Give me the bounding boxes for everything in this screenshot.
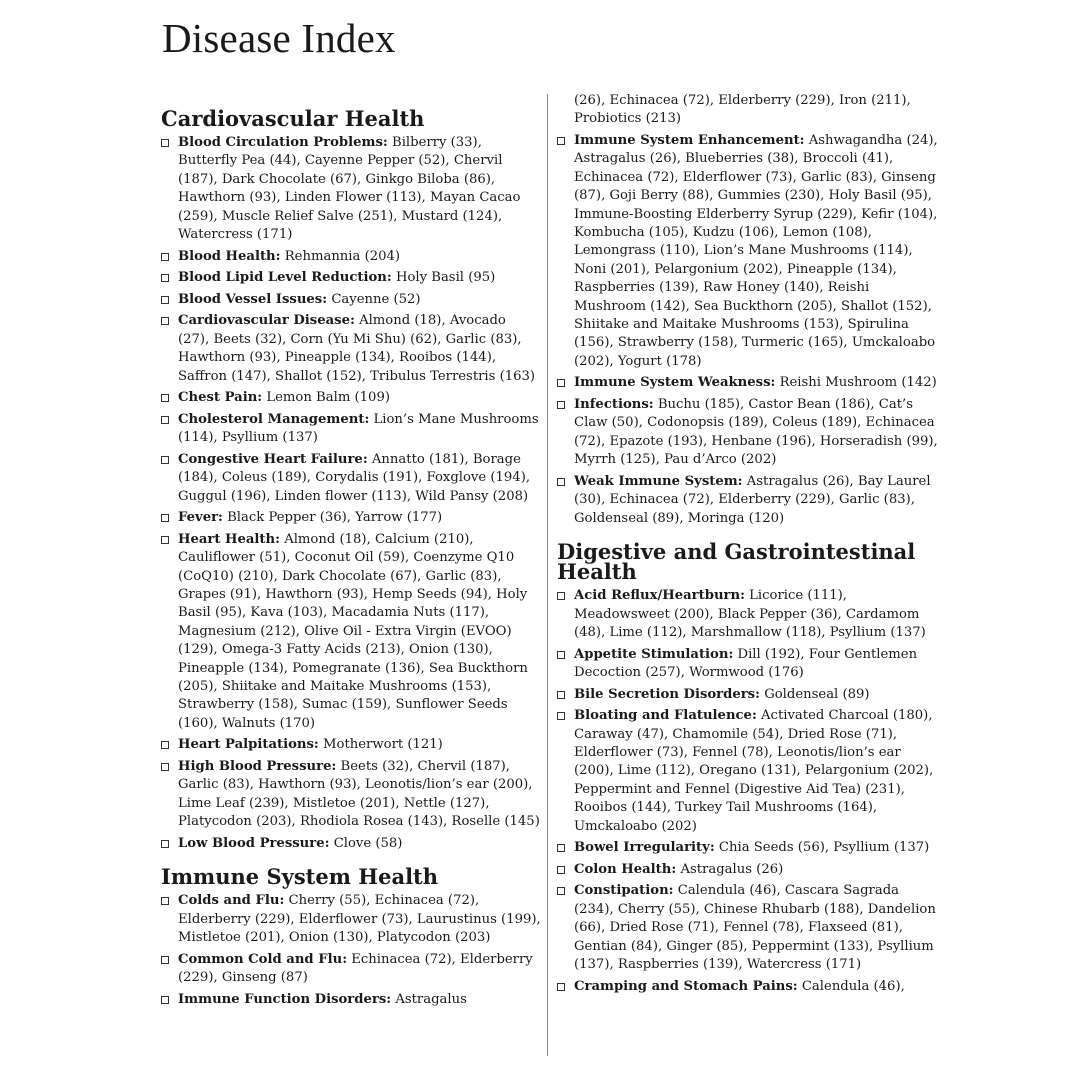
entry-references: Annatto (181), Borage (184), Coleus (189), Corydalis (191), Foxglove (194), Guggul (196), Linden flower (113), Wild Pansy (208) xyxy=(178,451,531,504)
entry-term: Blood Vessel Issues: xyxy=(178,291,328,307)
entry-term: Bile Secretion Disorders: xyxy=(574,686,760,702)
left-column xyxy=(161,92,541,1012)
entry-references: Ashwagandha (24), Astragalus (26), Blueberries (38), Broccoli (41), Echinacea (72), Elderflower (73), Garlic (83), Ginseng (87), Goji Berry (88), Gummies (230), Holy Basil (95), Immune-Boosting Elderberry Syrup (229), Kefir (104), Kombucha (105), Kudzu (106), Lemon (108), Lemongrass (110), Lion’s Mane Mushrooms (114), Noni (201), Pelargonium (202), Pineapple (134), Raspberries (139), Raw Honey (140), Reishi Mushroom (142), Sea Buckthorn (205), Shallot (152), Shiitake and Maitake Mushrooms (153), Spirulina (156), Strawberry (158), Turmeric (165), Umckaloabo (202), Yogurt (178) xyxy=(574,133,938,369)
checkbox-bullet-icon xyxy=(161,514,169,522)
entry-references: Bilberry (33), Butterfly Pea (44), Cayenne Pepper (52), Chervil (187), Dark Chocolate (67), Ginkgo Biloba (86), Hawthorn (93), Linden Flower (113), Mayan Cacao (259), Muscle Relief Salve (251), Mustard (124), Watercress (171) xyxy=(178,135,521,243)
index-entry xyxy=(161,531,541,733)
entry-term: Chest Pain: xyxy=(178,390,263,406)
index-entry xyxy=(557,587,942,642)
index-entry xyxy=(557,978,942,996)
section-heading: Immune System Health xyxy=(161,864,439,890)
checkbox-bullet-icon xyxy=(557,712,565,720)
index-entry xyxy=(557,473,942,528)
checkbox-bullet-icon xyxy=(161,317,169,325)
entry-references: Astragalus xyxy=(395,991,467,1007)
checkbox-bullet-icon xyxy=(161,416,169,424)
entry-term: Congestive Heart Failure: xyxy=(178,451,368,467)
index-entry xyxy=(161,951,541,988)
index-entry xyxy=(161,269,541,287)
entry-term: Blood Lipid Level Reduction: xyxy=(178,270,392,286)
index-entry xyxy=(557,646,942,683)
index-entry xyxy=(161,389,541,407)
entry-term: Cramping and Stomach Pains: xyxy=(574,978,798,994)
entry-term: Low Blood Pressure: xyxy=(178,835,330,851)
entry-references: Goldenseal (89) xyxy=(764,686,870,702)
checkbox-bullet-icon xyxy=(161,741,169,749)
entry-references: Cayenne (52) xyxy=(331,291,421,307)
entry-references: Rehmannia (204) xyxy=(284,248,401,264)
checkbox-bullet-icon xyxy=(161,840,169,848)
entry-references: Astragalus (26) xyxy=(680,861,784,877)
section-heading: Cardiovascular Health xyxy=(161,106,425,131)
entry-references: Calendula (46), xyxy=(801,978,905,994)
index-entry xyxy=(161,736,541,754)
index-entry xyxy=(161,509,541,527)
checkbox-bullet-icon xyxy=(557,983,565,991)
entry-term: Infections: xyxy=(574,397,654,413)
section-heading: Digestive and Gastrointestinal Health xyxy=(557,539,916,585)
entry-term: Immune System Weakness: xyxy=(574,375,776,391)
checkbox-bullet-icon xyxy=(557,592,565,600)
entry-term: Acid Reflux/Heartburn: xyxy=(574,588,745,604)
entry-references: Almond (18), Avocado (27), Beets (32), Corn (Yu Mi Shu) (62), Garlic (83), Hawthorn (93), Pineapple (134), Rooibos (144), Saffron (147), Shallot (152), Tribulus Terrestris (163) xyxy=(178,313,536,384)
entry-references: Dill (192), Four Gentlemen Decoction (257), Wormwood (176) xyxy=(574,646,918,680)
entry-references: Almond (18), Calcium (210), Cauliflower (51), Coconut Oil (59), Coenzyme Q10 (CoQ10) (210), Dark Chocolate (67), Garlic (83), Grapes (91), Hawthorn (93), Hemp Seeds (94), Holy Basil (95), Kava (103), Macadamia Nuts (117), Magnesium (212), Olive Oil - Extra Virgin (EVOO) (129), Omega-3 Fatty Acids (213), Onion (130), Pineapple (134), Pomegranate (136), Sea Buckthorn (205), Shiitake and Maitake Mushrooms (153), Strawberry (158), Sumac (159), Sunflower Seeds (160), Walnuts (170) xyxy=(178,531,528,731)
index-entry xyxy=(161,758,541,832)
index-entry xyxy=(557,396,942,470)
index-entry xyxy=(161,248,541,266)
entry-references: Beets (32), Chervil (187), Garlic (83), Hawthorn (93), Leonotis/lion’s ear (200), Lime Leaf (239), Mistletoe (201), Nettle (127), Platycodon (203), Rhodiola Rosea (143), Roselle (145) xyxy=(178,759,540,830)
entry-references: Motherwort (121) xyxy=(323,737,443,753)
index-entry xyxy=(161,134,541,244)
entry-references: Astragalus (26), Bay Laurel (30), Echinacea (72), Elderberry (229), Garlic (83), Goldenseal (89), Moringa (120) xyxy=(574,473,931,526)
entry-term: Heart Palpitations: xyxy=(178,737,319,753)
entry-term: Heart Health: xyxy=(178,531,280,547)
index-entry xyxy=(557,882,942,974)
entry-term: Immune Function Disorders: xyxy=(178,991,392,1007)
checkbox-bullet-icon xyxy=(557,137,565,145)
entry-term: Colon Health: xyxy=(574,861,677,877)
checkbox-bullet-icon xyxy=(161,139,169,147)
entry-references: Buchu (185), Castor Bean (186), Cat’s Claw (50), Codonopsis (189), Coleus (189), Echinacea (72), Epazote (193), Henbane (196), Horseradish (99), Myrrh (125), Pau d’Arco (202) xyxy=(574,397,938,468)
entry-references: Lion’s Mane Mushrooms (114), Psyllium (137) xyxy=(178,411,539,446)
entry-references: Calendula (46), Cascara Sagrada (234), Cherry (55), Chinese Rhubarb (188), Dandelion (66), Dried Rose (71), Fennel (78), Flaxseed (81), Gentian (84), Ginger (85), Peppermint (133), Psyllium (137), Raspberries (139), Watercress (171) xyxy=(574,883,936,972)
entry-term: Immune System Enhancement: xyxy=(574,133,805,148)
column-divider xyxy=(547,94,548,1056)
index-entry xyxy=(161,411,541,448)
index-entry xyxy=(161,451,541,506)
checkbox-bullet-icon xyxy=(557,401,565,409)
entry-references: Black Pepper (36), Yarrow (177) xyxy=(227,510,443,526)
page-title: Disease Index xyxy=(162,15,396,61)
index-entry xyxy=(161,312,541,386)
entry-term: Blood Health: xyxy=(178,248,281,264)
checkbox-bullet-icon xyxy=(161,394,169,402)
entry-references: Activated Charcoal (180), Caraway (47), Chamomile (54), Dried Rose (71), Elderflower (73), Fennel (78), Leonotis/lion’s ear (200), Lime (112), Oregano (131), Pelargonium (202), Peppermint and Fennel (Digestive Aid Tea) (231), Rooibos (144), Turkey Tail Mushrooms (164), Umckaloabo (202) xyxy=(574,708,934,834)
index-entry xyxy=(557,861,942,879)
right-column xyxy=(557,92,942,999)
checkbox-bullet-icon xyxy=(557,691,565,699)
checkbox-bullet-icon xyxy=(557,478,565,486)
entry-references: Cherry (55), Echinacea (72), Elderberry (229), Elderflower (73), Laurustinus (199), Mistletoe (201), Onion (130), Platycodon (203) xyxy=(178,893,541,946)
checkbox-bullet-icon xyxy=(161,763,169,771)
checkbox-bullet-icon xyxy=(161,296,169,304)
continued-entry-text: (26), Echinacea (72), Elderberry (229), Iron (211), Probiotics (213) xyxy=(574,93,911,127)
entry-term: Bloating and Flatulence: xyxy=(574,708,757,724)
entry-term: Constipation: xyxy=(574,883,674,899)
entry-references: Reishi Mushroom (142) xyxy=(779,375,937,391)
index-entry xyxy=(557,132,942,371)
entry-term: High Blood Pressure: xyxy=(178,759,337,775)
entry-references: Chia Seeds (56), Psyllium (137) xyxy=(718,840,930,856)
checkbox-bullet-icon xyxy=(557,887,565,895)
index-entry xyxy=(557,707,942,836)
checkbox-bullet-icon xyxy=(161,996,169,1004)
checkbox-bullet-icon xyxy=(557,844,565,852)
index-entry xyxy=(161,892,541,947)
entry-term: Cardiovascular Disease: xyxy=(178,313,355,329)
checkbox-bullet-icon xyxy=(161,274,169,282)
entry-references: Licorice (111), Meadowsweet (200), Black Pepper (36), Cardamom (48), Lime (112), Marshmallow (118), Psyllium (137) xyxy=(574,588,926,640)
checkbox-bullet-icon xyxy=(161,897,169,905)
index-entry xyxy=(161,291,541,309)
checkbox-bullet-icon xyxy=(161,536,169,544)
entry-references: Clove (58) xyxy=(333,835,403,851)
entry-references: Holy Basil (95) xyxy=(395,270,496,286)
entry-term: Colds and Flu: xyxy=(178,893,285,909)
entry-term: Appetite Stimulation: xyxy=(574,646,734,662)
index-entry xyxy=(161,991,541,1009)
checkbox-bullet-icon xyxy=(161,253,169,261)
entry-term: Blood Circulation Problems: xyxy=(178,135,388,150)
entry-references: Echinacea (72), Elderberry (229), Ginseng (87) xyxy=(178,951,533,986)
index-entry xyxy=(161,835,541,853)
entry-term: Fever: xyxy=(178,510,223,526)
entry-references: Lemon Balm (109) xyxy=(266,390,390,406)
index-entry xyxy=(557,839,942,857)
checkbox-bullet-icon xyxy=(557,379,565,387)
entry-term: Cholesterol Management: xyxy=(178,411,370,427)
entry-term: Weak Immune System: xyxy=(574,473,743,489)
entry-term: Bowel Irregularity: xyxy=(574,840,715,856)
index-entry xyxy=(557,686,942,704)
checkbox-bullet-icon xyxy=(557,866,565,874)
checkbox-bullet-icon xyxy=(557,651,565,659)
index-entry xyxy=(557,374,942,392)
entry-term: Common Cold and Flu: xyxy=(178,951,348,967)
checkbox-bullet-icon xyxy=(161,456,169,464)
checkbox-bullet-icon xyxy=(161,956,169,964)
